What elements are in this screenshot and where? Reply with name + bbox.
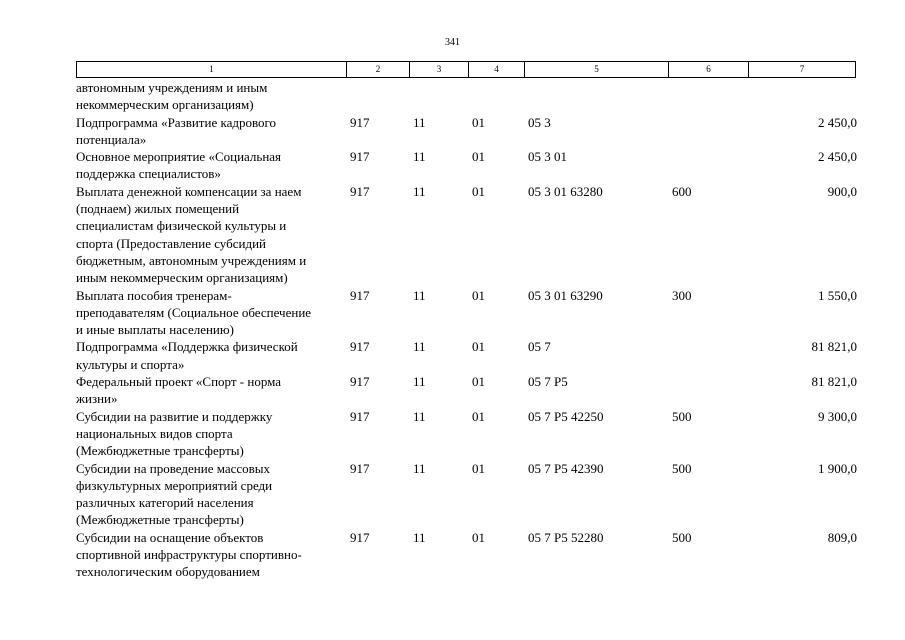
row-amount: 9 300,0 xyxy=(818,408,857,424)
row-name: Подпрограмма «Поддержка физической культуры и спорта» xyxy=(76,339,298,372)
row-amount: 809,0 xyxy=(827,529,857,545)
budget-table-body xyxy=(76,79,857,581)
row-subsection: 01 xyxy=(472,149,485,165)
row-subsection: 01 xyxy=(472,114,485,130)
row-target-code: 05 7 P5 xyxy=(528,374,568,390)
row-admin-code: 917 xyxy=(350,529,370,545)
row-expense-type: 500 xyxy=(672,408,692,424)
row-admin-code: 917 xyxy=(350,114,370,130)
row-expense-type: 500 xyxy=(672,460,692,476)
row-subsection: 01 xyxy=(472,529,485,545)
table-row xyxy=(76,114,857,149)
row-target-code: 05 7 P5 52280 xyxy=(528,529,604,545)
row-amount: 1 550,0 xyxy=(818,287,857,303)
row-section: 11 xyxy=(413,339,426,355)
row-section: 11 xyxy=(413,183,426,199)
row-amount: 81 821,0 xyxy=(811,374,857,390)
row-section: 11 xyxy=(413,374,426,390)
row-section: 11 xyxy=(413,114,426,130)
row-name: Подпрограмма «Развитие кадрового потенциала» xyxy=(76,114,277,147)
row-section: 11 xyxy=(413,460,426,476)
row-expense-type: 300 xyxy=(672,287,692,303)
table-row xyxy=(76,338,857,373)
row-expense-type: 500 xyxy=(672,529,692,545)
row-subsection: 01 xyxy=(472,374,485,390)
row-amount: 1 900,0 xyxy=(818,460,857,476)
row-admin-code: 917 xyxy=(350,374,370,390)
row-admin-code: 917 xyxy=(350,339,370,355)
row-admin-code: 917 xyxy=(350,460,370,476)
table-row xyxy=(76,529,857,581)
row-name: Субсидии на оснащение объектов спортивной инфраструктуры спортивно- технологическим оборудованием xyxy=(76,529,302,580)
row-target-code: 05 7 P5 42390 xyxy=(528,460,604,476)
table-row xyxy=(76,79,857,114)
row-admin-code: 917 xyxy=(350,183,370,199)
row-amount: 2 450,0 xyxy=(818,149,857,165)
row-subsection: 01 xyxy=(472,408,485,424)
header-col-5: 5 xyxy=(525,62,669,78)
row-admin-code: 917 xyxy=(350,408,370,424)
row-section: 11 xyxy=(413,408,426,424)
header-col-7: 7 xyxy=(749,62,856,78)
header-col-1: 1 xyxy=(77,62,347,78)
row-subsection: 01 xyxy=(472,460,485,476)
row-target-code: 05 3 xyxy=(528,114,551,130)
row-target-code: 05 3 01 63280 xyxy=(528,183,603,199)
row-name: Федеральный проект «Спорт - норма жизни» xyxy=(76,374,282,407)
row-amount: 2 450,0 xyxy=(818,114,857,130)
table-row xyxy=(76,373,857,408)
row-subsection: 01 xyxy=(472,183,485,199)
row-target-code: 05 3 01 xyxy=(528,149,567,165)
row-expense-type: 600 xyxy=(672,183,692,199)
table-row xyxy=(76,148,857,183)
table-row xyxy=(76,287,857,339)
row-name: Субсидии на проведение массовых физкультурных мероприятий среди различных категорий населения (Межбюджетные трансферты) xyxy=(76,460,273,528)
row-subsection: 01 xyxy=(472,339,485,355)
row-admin-code: 917 xyxy=(350,149,370,165)
row-name: Субсидии на развитие и поддержку национальных видов спорта (Межбюджетные трансферты) xyxy=(76,408,273,459)
row-admin-code: 917 xyxy=(350,287,370,303)
row-name: автономным учреждениям и иным некоммерческим организациям) xyxy=(76,80,268,113)
table-row xyxy=(76,408,857,460)
table-row xyxy=(76,183,857,287)
row-section: 11 xyxy=(413,287,426,303)
table-row xyxy=(76,460,857,529)
row-target-code: 05 7 P5 42250 xyxy=(528,408,604,424)
page-number: 341 xyxy=(445,37,460,48)
row-name: Выплата денежной компенсации за наем (поднаем) жилых помещений специалистам физической культуры и спорта (Предоставление субсидий бюджетным, автономным учреждениям и иным некоммерческим организациям) xyxy=(76,183,307,286)
row-section: 11 xyxy=(413,529,426,545)
row-name: Выплата пособия тренерам- преподавателям (Социальное обеспечение и иные выплаты населению) xyxy=(76,287,312,338)
header-col-2: 2 xyxy=(347,62,410,78)
row-amount: 81 821,0 xyxy=(811,339,857,355)
row-target-code: 05 3 01 63290 xyxy=(528,287,603,303)
header-col-4: 4 xyxy=(469,62,525,78)
row-name: Основное мероприятие «Социальная поддержка специалистов» xyxy=(76,149,282,182)
row-subsection: 01 xyxy=(472,287,485,303)
column-number-header xyxy=(76,61,856,78)
row-section: 11 xyxy=(413,149,426,165)
header-col-6: 6 xyxy=(669,62,749,78)
row-target-code: 05 7 xyxy=(528,339,551,355)
row-amount: 900,0 xyxy=(827,183,857,199)
header-row xyxy=(77,62,856,78)
header-col-3: 3 xyxy=(410,62,469,78)
